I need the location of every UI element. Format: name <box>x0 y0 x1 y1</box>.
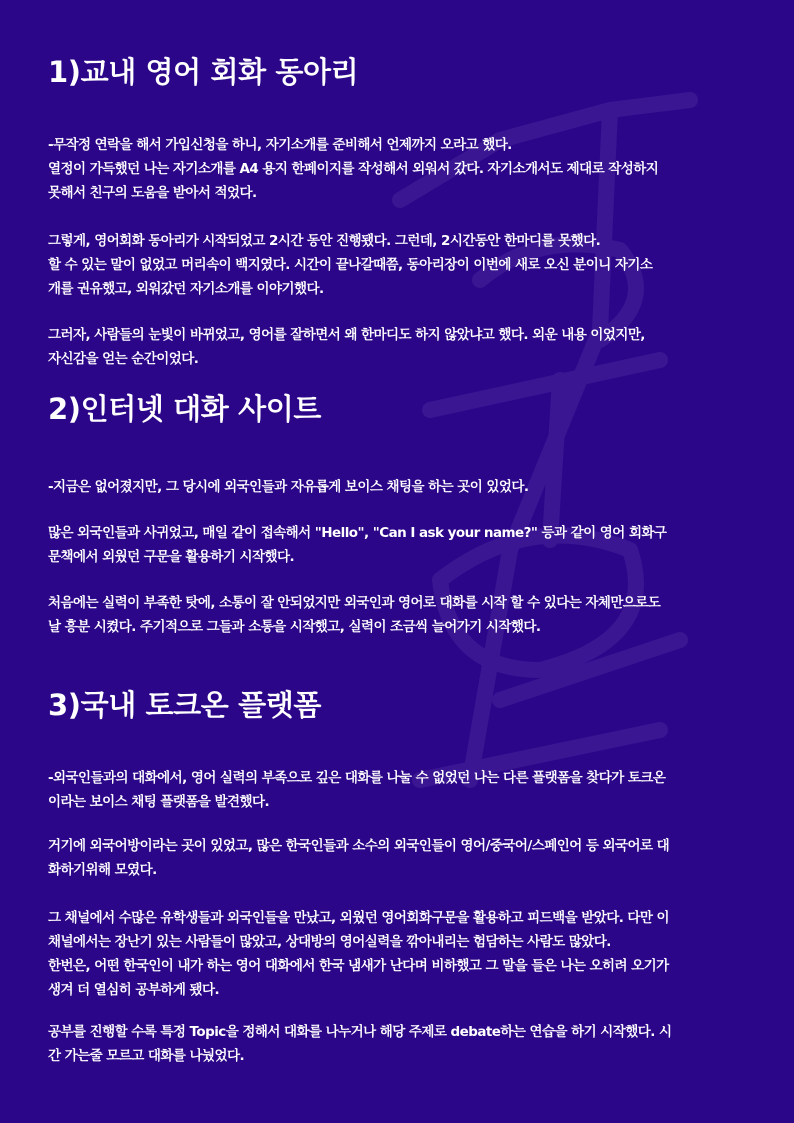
text-line: 공부를 진행할 수록 특정 Topic을 정해서 대화를 나누거나 해당 주제로 debate하는 연습을 하기 시작했다. 시 <box>48 1024 672 1040</box>
text-line: 거기에 외국어방이라는 곳이 있었고, 많은 한국인들과 소수의 외국인들이 영어/중국어/스페인어 등 외국어로 대 <box>48 838 670 854</box>
text-line: -지금은 없어졌지만, 그 당시에 외국인들과 자유롭게 보이스 채팅을 하는 곳이 있었다. <box>48 479 529 495</box>
text-line: 개를 권유했고, 외워갔던 자기소개를 이야기했다. <box>48 281 324 297</box>
section-3-paragraph-4 <box>48 1020 748 1068</box>
text-line: 못해서 친구의 도움을 받아서 적었다. <box>48 185 257 201</box>
section-1-paragraph-2 <box>48 229 748 301</box>
text-line: 한번은, 어떤 한국인이 내가 하는 영어 대화에서 한국 냄새가 난다며 비하했고 그 말을 들은 나는 오히려 오기가 <box>48 958 669 974</box>
section-1-paragraph-3 <box>48 323 748 371</box>
text-line: 간 가는줄 모르고 대화를 나눴었다. <box>48 1048 245 1064</box>
text-line: 그렇게, 영어회화 동아리가 시작되었고 2시간 동안 진행됐다. 그런데, 2시간동안 한마디를 못했다. <box>48 233 601 249</box>
section-2-paragraph-1 <box>48 475 748 499</box>
section-1-title: 1)교내 영어 회화 동아리 <box>48 55 359 89</box>
section-3-title: 3)국내 토크온 플랫폼 <box>48 688 321 722</box>
section-3-paragraph-1 <box>48 766 748 814</box>
text-line: 생겨 더 열심히 공부하게 됐다. <box>48 982 220 998</box>
section-1-paragraph-1 <box>48 133 748 205</box>
text-line: 날 흥분 시켰다. 주기적으로 그들과 소통을 시작했고, 실력이 조금씩 늘어가기 시작했다. <box>48 619 541 635</box>
text-line: 문책에서 외웠던 구문을 활용하기 시작했다. <box>48 549 295 565</box>
text-line: 처음에는 실력이 부족한 탓에, 소통이 잘 안되었지만 외국인과 영어로 대화를 시작 할 수 있다는 자체만으로도 <box>48 595 661 611</box>
section-3-paragraph-2 <box>48 834 748 882</box>
text-line: 그러자, 사람들의 눈빛이 바뀌었고, 영어를 잘하면서 왜 한마디도 하지 않았냐고 했다. 외운 내용 이었지만, <box>48 327 645 343</box>
text-line: 많은 외국인들과 사귀었고, 매일 같이 접속해서 "Hello", "Can I ask your name?" 등과 같이 영어 회화구 <box>48 525 667 541</box>
text-line: 그 채널에서 수많은 유학생들과 외국인들을 만났고, 외웠던 영어회화구문을 활용하고 피드백을 받았다. 다만 이 <box>48 910 670 926</box>
section-3-paragraph-3 <box>48 906 748 1002</box>
text-line: 열정이 가득했던 나는 자기소개를 A4 용지 한페이지를 작성해서 외워서 갔다. 자기소개서도 제대로 작성하지 <box>48 161 659 177</box>
text-line: 할 수 있는 말이 없었고 머리속이 백지였다. 시간이 끝나갈때쯤, 동아리장이 이번에 새로 오신 분이니 자기소 <box>48 257 653 273</box>
section-2-paragraph-2 <box>48 521 748 569</box>
section-2-title: 2)인터넷 대화 사이트 <box>48 392 321 426</box>
text-line: 이라는 보이스 채팅 플랫폼을 발견했다. <box>48 794 270 810</box>
text-line: 자신감을 얻는 순간이었다. <box>48 351 199 367</box>
text-line: -외국인들과의 대화에서, 영어 실력의 부족으로 깊은 대화를 나눌 수 없었던 나는 다른 플랫폼을 찾다가 토크온 <box>48 770 666 786</box>
text-line: 화하기위해 모였다. <box>48 862 157 878</box>
text-line: -무작정 연락을 해서 가입신청을 하니, 자기소개를 준비해서 언제까지 오라고 했다. <box>48 137 512 153</box>
section-2-paragraph-3 <box>48 591 748 639</box>
text-line: 채널에서는 장난기 있는 사람들이 많았고, 상대방의 영어실력을 깎아내리는 험담하는 사람도 많았다. <box>48 934 611 950</box>
